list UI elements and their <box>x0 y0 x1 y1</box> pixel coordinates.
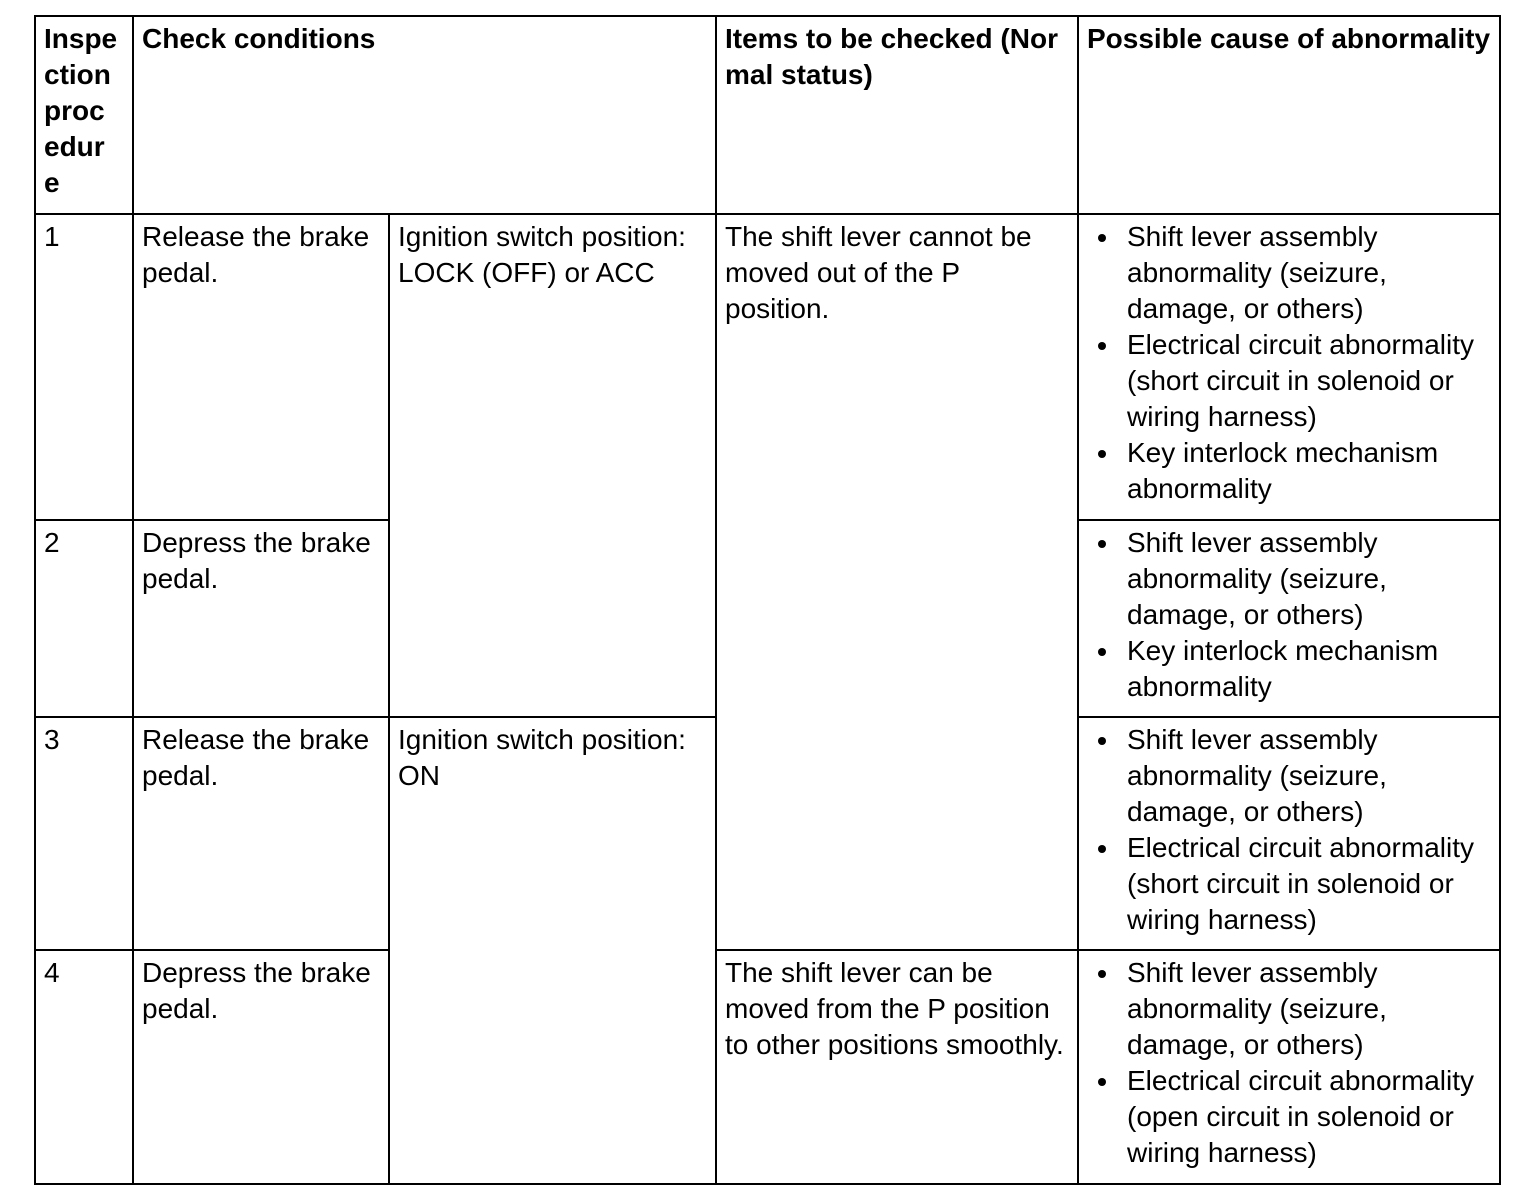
cause-item: Shift lever assembly abnormality (seizure, damage, or others) <box>1087 722 1495 830</box>
step-number: 4 <box>35 950 133 1184</box>
table-row <box>35 950 1500 1184</box>
normal-status: The shift lever cannot be moved out of the P position. <box>716 214 1078 950</box>
possible-causes <box>1078 717 1500 950</box>
cause-item: Electrical circuit abnormality (open circuit in solenoid or wiring harness) <box>1087 1063 1495 1171</box>
header-check-conditions: Check conditions <box>133 16 716 214</box>
step-number: 3 <box>35 717 133 950</box>
cause-item: Electrical circuit abnormality (short circuit in solenoid or wiring harness) <box>1087 830 1495 938</box>
cause-item: Shift lever assembly abnormality (seizure, damage, or others) <box>1087 955 1495 1063</box>
ignition-condition: Ignition switch position: LOCK (OFF) or ACC <box>389 214 716 717</box>
table-row <box>35 214 1500 520</box>
ignition-condition: Ignition switch position: ON <box>389 717 716 1184</box>
cause-list <box>1087 955 1495 1171</box>
brake-condition: Release the brake pedal. <box>133 717 389 950</box>
cause-item: Key interlock mechanism abnormality <box>1087 633 1495 705</box>
header-procedure-text: Inspe ction proc edur e <box>44 23 118 198</box>
cause-list <box>1087 219 1495 507</box>
step-number: 1 <box>35 214 133 520</box>
brake-condition: Depress the brake pedal. <box>133 950 389 1184</box>
brake-condition: Release the brake pedal. <box>133 214 389 520</box>
cause-list <box>1087 525 1495 705</box>
header-procedure <box>35 16 133 214</box>
possible-causes <box>1078 950 1500 1184</box>
brake-condition: Depress the brake pedal. <box>133 520 389 717</box>
cause-item: Key interlock mechanism abnormality <box>1087 435 1495 507</box>
cause-item: Shift lever assembly abnormality (seizure, damage, or others) <box>1087 219 1495 327</box>
possible-causes <box>1078 214 1500 520</box>
header-items-to-check: Items to be checked (Normal status) <box>716 16 1078 214</box>
inspection-table <box>34 15 1501 1185</box>
header-possible-cause: Possible cause of abnormality <box>1078 16 1500 214</box>
normal-status: The shift lever can be moved from the P position to other positions smoothly. <box>716 950 1078 1184</box>
step-number: 2 <box>35 520 133 717</box>
cause-item: Electrical circuit abnormality (short circuit in solenoid or wiring harness) <box>1087 327 1495 435</box>
header-row <box>35 16 1500 214</box>
possible-causes <box>1078 520 1500 717</box>
cause-item: Shift lever assembly abnormality (seizure, damage, or others) <box>1087 525 1495 633</box>
cause-list <box>1087 722 1495 938</box>
